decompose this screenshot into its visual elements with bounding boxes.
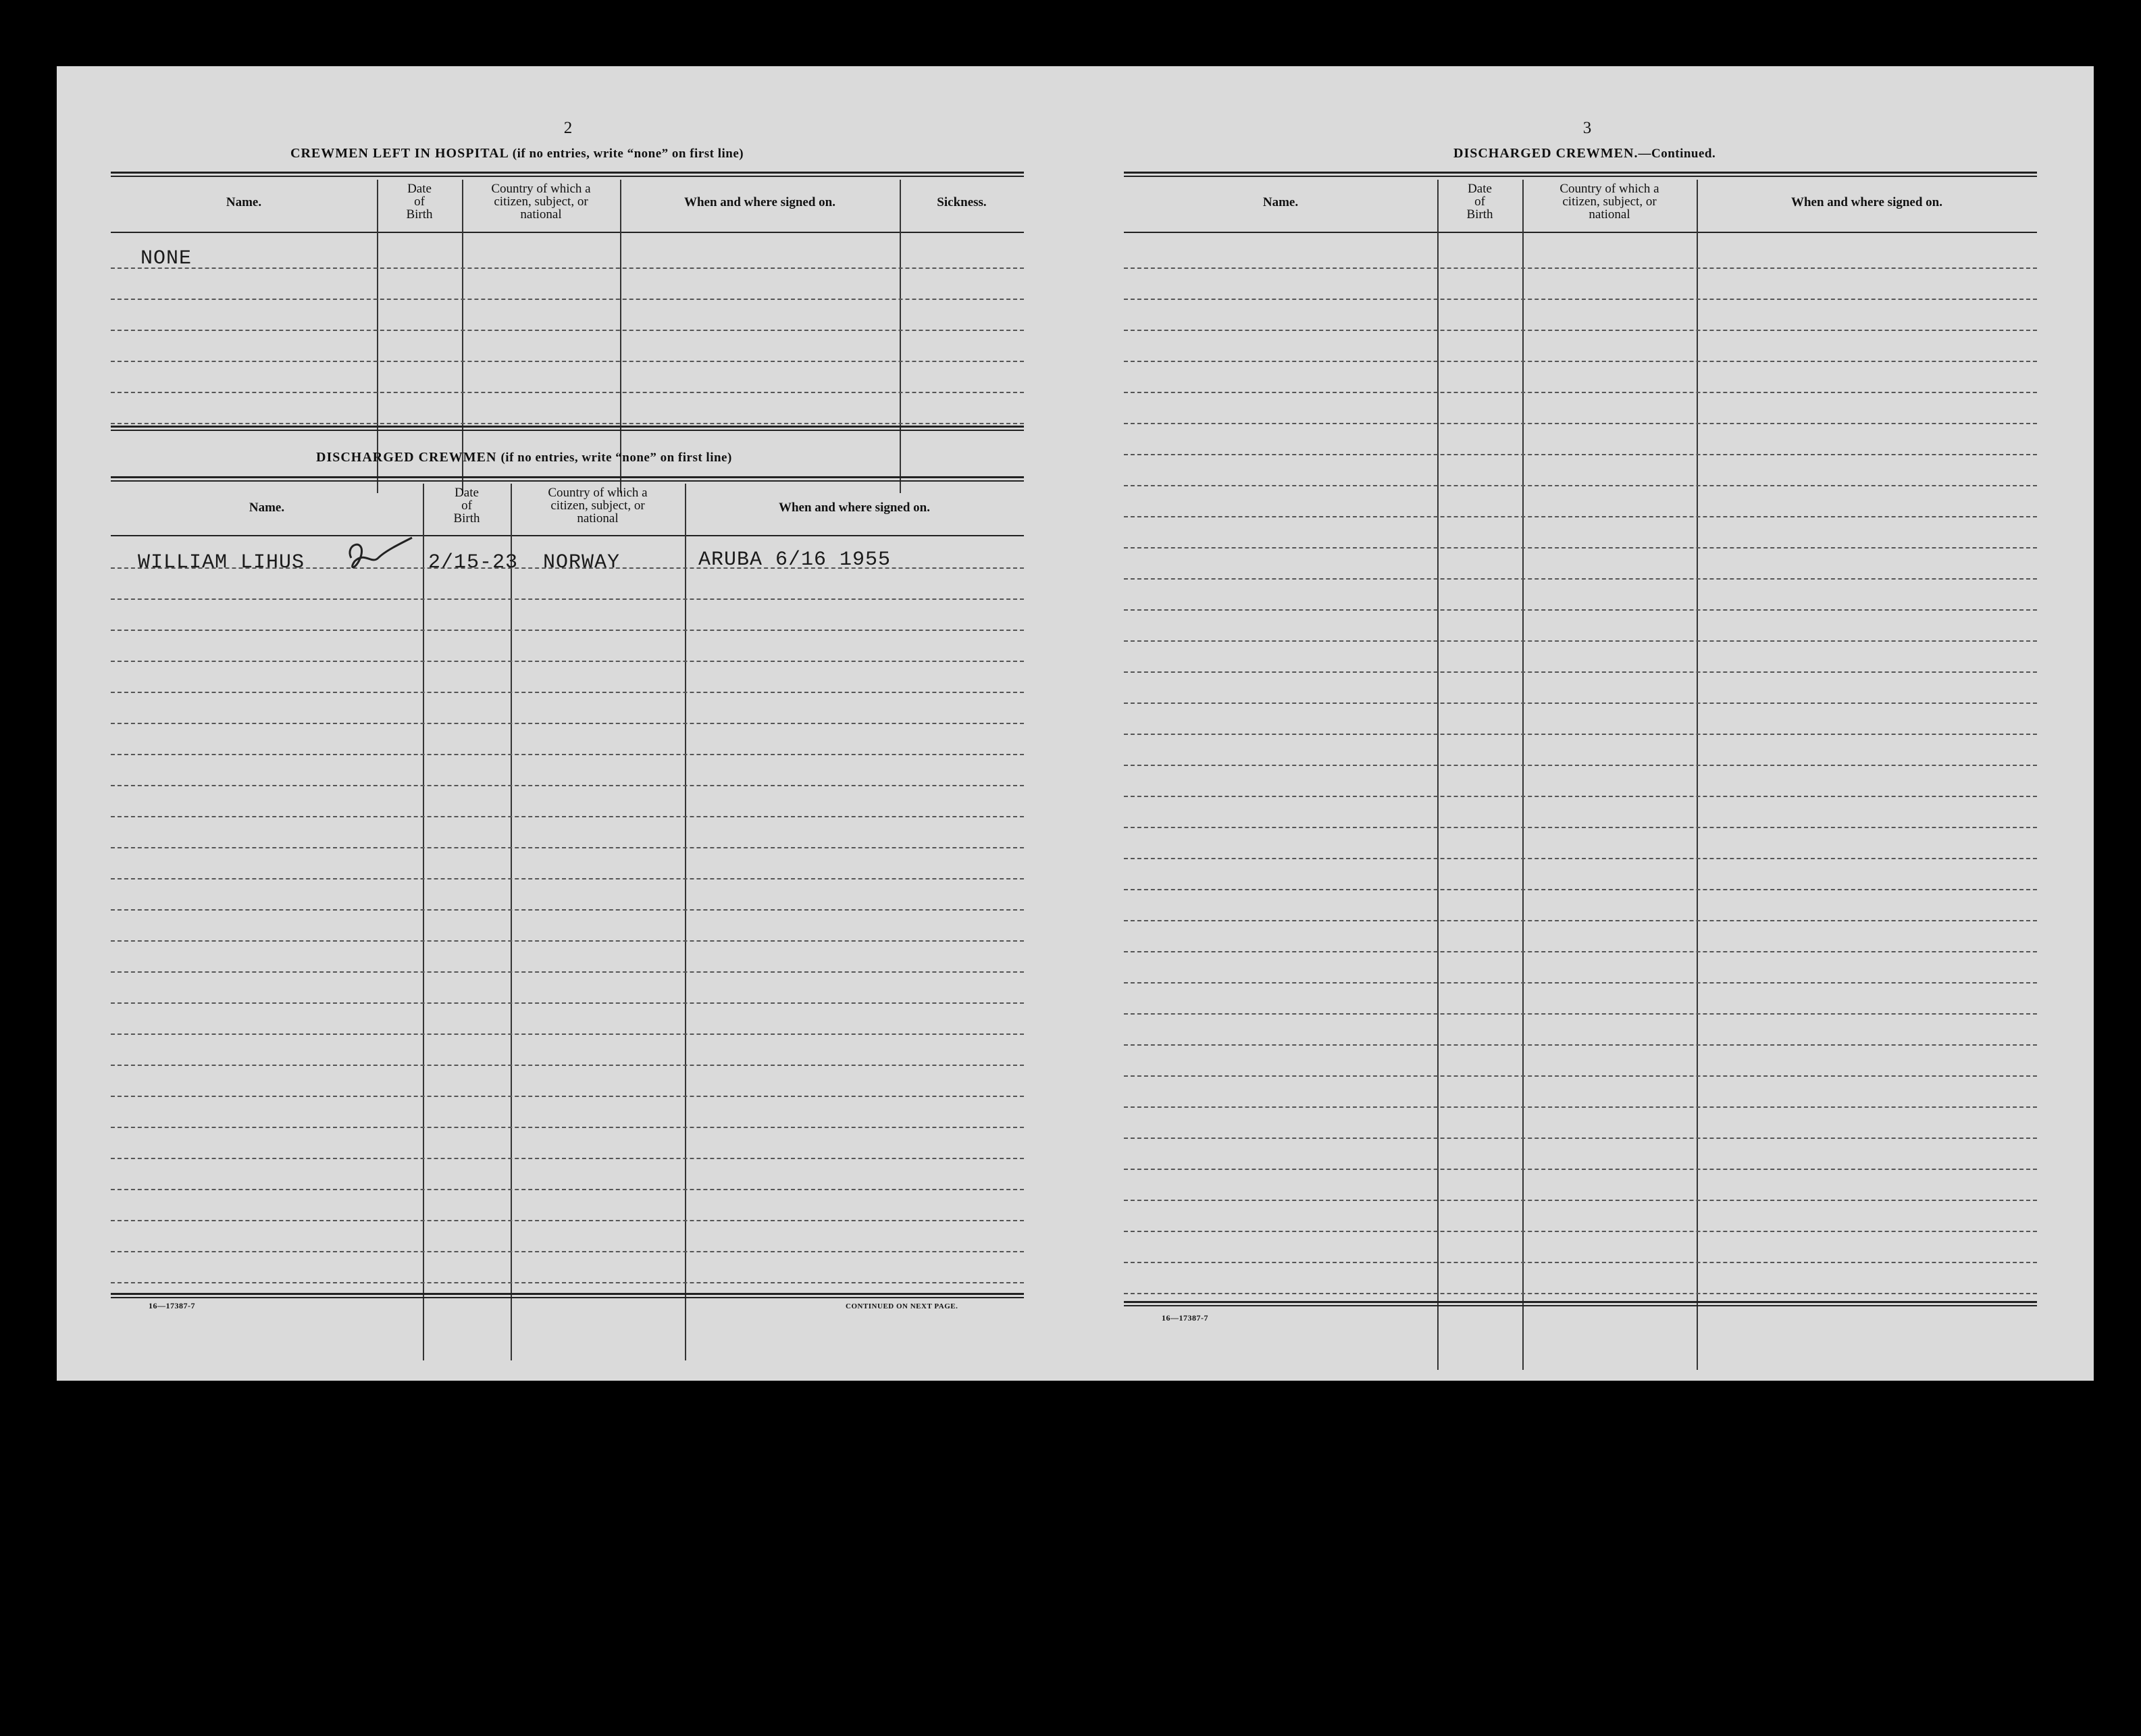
column-divider [1522, 180, 1524, 1370]
column-divider [1697, 180, 1698, 1370]
ruled-line [111, 361, 1024, 362]
header-sickness: Sickness. [937, 195, 987, 209]
ruled-line [111, 598, 1024, 600]
ruled-line [111, 1282, 1024, 1283]
ruled-line [1124, 454, 2037, 455]
ruled-line [1124, 392, 2037, 393]
rule [111, 476, 1024, 482]
header-name: Name. [1262, 195, 1299, 209]
handwritten-initials [338, 531, 419, 578]
ruled-line [111, 785, 1024, 786]
form-number: 16—17387-7 [1162, 1313, 1208, 1323]
header-country: Country of which a citizen, subject, or national [491, 182, 591, 222]
header-rule [111, 535, 1024, 536]
ruled-line [111, 330, 1024, 331]
continued-note: CONTINUED ON NEXT PAGE. [846, 1302, 958, 1310]
ruled-line [111, 754, 1024, 755]
ruled-line [1124, 609, 2037, 611]
ruled-line [1124, 1169, 2037, 1170]
hospital-section-title: CREWMEN LEFT IN HOSPITAL (if no entries, write “none” on first line) [290, 146, 744, 161]
page-number: 2 [563, 119, 573, 137]
header-dob: Date of Birth [453, 486, 480, 526]
ruled-line [111, 1096, 1024, 1097]
ruled-line [1124, 1044, 2037, 1046]
ruled-line [111, 1033, 1024, 1035]
ruled-line [1124, 765, 2037, 766]
header-rule [1124, 232, 2037, 233]
ruled-line [111, 1189, 1024, 1190]
header-signed: When and where signed on. [683, 195, 835, 209]
column-divider [377, 180, 378, 493]
ruled-line [111, 1158, 1024, 1159]
ruled-line [1124, 951, 2037, 952]
header-dob: Date of Birth [1466, 182, 1493, 222]
hospital-entry: NONE [140, 247, 192, 270]
discharged-continued-title: DISCHARGED CREWMEN.—Continued. [1453, 146, 1716, 161]
left-page [57, 66, 1081, 1381]
rule [1124, 172, 2037, 177]
ruled-line [1124, 889, 2037, 890]
column-divider [620, 180, 621, 493]
ruled-line [1124, 796, 2037, 797]
ruled-line [1124, 920, 2037, 921]
ruled-line [111, 940, 1024, 942]
header-rule [111, 232, 1024, 233]
entry-signed: ARUBA 6/16 1955 [698, 548, 892, 571]
ruled-line [1124, 640, 2037, 642]
ruled-line [1124, 1262, 2037, 1263]
entry-name: WILLIAM LIHUS [138, 551, 305, 574]
ruled-line [111, 267, 1024, 269]
ruled-line [1124, 267, 2037, 269]
header-signed: When and where signed on. [778, 501, 930, 515]
ruled-line [111, 723, 1024, 724]
header-signed: When and where signed on. [1790, 195, 1942, 209]
ruled-line [1124, 1013, 2037, 1015]
ruled-line [1124, 1293, 2037, 1294]
column-divider [685, 484, 686, 1360]
ruled-line [1124, 827, 2037, 828]
ruled-line [1124, 1231, 2037, 1232]
ruled-line [111, 909, 1024, 911]
rule [111, 172, 1024, 177]
ruled-line [1124, 1138, 2037, 1139]
entry-dob: 2/15-23 [428, 551, 519, 574]
ruled-line [1124, 858, 2037, 859]
ruled-line [1124, 361, 2037, 362]
header-dob: Date of Birth [406, 182, 433, 222]
ruled-line [1124, 1200, 2037, 1201]
ruled-line [111, 1220, 1024, 1221]
ruled-line [1124, 982, 2037, 984]
document-sheet [57, 66, 2094, 1381]
ruled-line [1124, 423, 2037, 424]
ruled-line [111, 878, 1024, 879]
ruled-line [1124, 299, 2037, 300]
page-number: 3 [1582, 119, 1592, 137]
ruled-line [111, 1251, 1024, 1252]
ruled-line [1124, 734, 2037, 735]
column-divider [462, 180, 463, 493]
ruled-line [1124, 1106, 2037, 1108]
entry-country: NORWAY [543, 551, 621, 574]
ruled-line [111, 630, 1024, 631]
discharged-section-title: DISCHARGED CREWMEN (if no entries, write “none” on first line) [316, 450, 732, 465]
ruled-line [111, 392, 1024, 393]
header-name: Name. [249, 501, 285, 515]
column-divider [423, 484, 424, 1360]
ruled-line [1124, 330, 2037, 331]
form-number: 16—17387-7 [149, 1301, 195, 1310]
rule [111, 426, 1024, 431]
ruled-line [1124, 1075, 2037, 1077]
ruled-line [111, 1127, 1024, 1128]
ruled-line [111, 299, 1024, 300]
header-country: Country of which a citizen, subject, or national [1559, 182, 1659, 222]
column-divider [900, 180, 901, 493]
ruled-line [111, 847, 1024, 848]
header-name: Name. [226, 195, 262, 209]
ruled-line [1124, 703, 2037, 704]
ruled-line [1124, 671, 2037, 673]
rule [1124, 1301, 2037, 1306]
rule [111, 1293, 1024, 1298]
ruled-line [111, 661, 1024, 662]
ruled-line [111, 692, 1024, 693]
column-divider [511, 484, 512, 1360]
ruled-line [111, 1065, 1024, 1066]
ruled-line [111, 971, 1024, 973]
right-page [1081, 66, 2094, 1381]
ruled-line [111, 1002, 1024, 1004]
column-divider [1437, 180, 1439, 1370]
ruled-line [1124, 547, 2037, 548]
ruled-line [1124, 578, 2037, 580]
ruled-line [1124, 516, 2037, 517]
ruled-line [111, 816, 1024, 817]
header-country: Country of which a citizen, subject, or national [548, 486, 648, 526]
ruled-line [111, 423, 1024, 424]
ruled-line [1124, 485, 2037, 486]
